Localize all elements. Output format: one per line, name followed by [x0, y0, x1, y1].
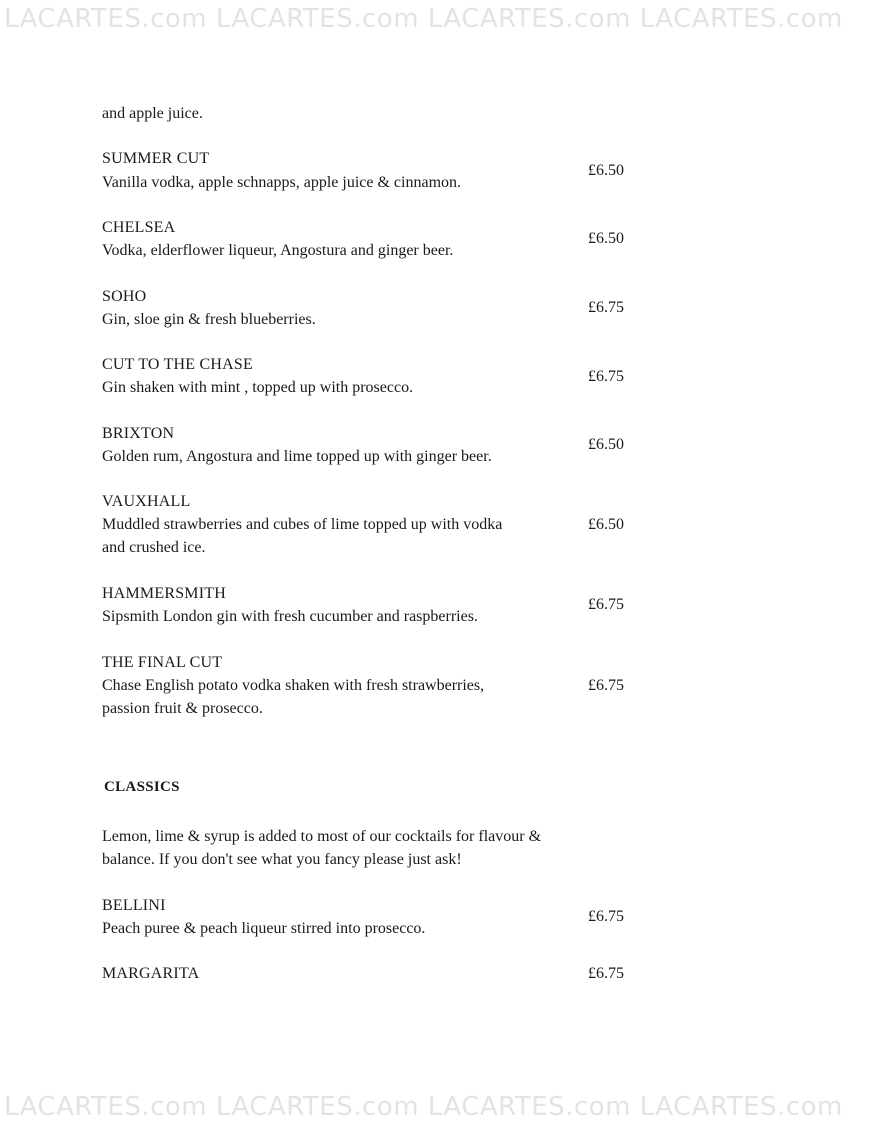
- item-description: passion fruit & prosecco.: [102, 700, 263, 717]
- item-price: £6.75: [588, 908, 624, 925]
- item-name: BRIXTON: [102, 425, 175, 442]
- item-price: £6.75: [588, 677, 624, 694]
- item-price: £6.75: [588, 368, 624, 385]
- classics-note: balance. If you don't see what you fancy please just ask!: [102, 851, 462, 868]
- item-name: THE FINAL CUT: [102, 654, 223, 671]
- item-description: Gin, sloe gin & fresh blueberries.: [102, 311, 316, 328]
- item-name: HAMMERSMITH: [102, 585, 226, 602]
- item-name: SUMMER CUT: [102, 150, 210, 167]
- item-price: £6.50: [588, 162, 624, 179]
- item-name: MARGARITA: [102, 965, 200, 982]
- item-price: £6.50: [588, 436, 624, 453]
- section-heading-classics: CLASSICS: [104, 779, 180, 795]
- item-description: Sipsmith London gin with fresh cucumber and raspberries.: [102, 608, 478, 625]
- item-description: Muddled strawberries and cubes of lime topped up with vodka: [102, 516, 503, 533]
- item-description: Peach puree & peach liqueur stirred into prosecco.: [102, 920, 426, 937]
- item-price: £6.50: [588, 230, 624, 247]
- item-price: £6.75: [588, 965, 624, 982]
- item-description: Gin shaken with mint , topped up with prosecco.: [102, 379, 414, 396]
- item-description: Chase English potato vodka shaken with fresh strawberries,: [102, 677, 485, 694]
- item-name: CHELSEA: [102, 219, 176, 236]
- item-description: Vanilla vodka, apple schnapps, apple juice & cinnamon.: [102, 174, 462, 191]
- classics-note: Lemon, lime & syrup is added to most of our cocktails for flavour &: [102, 828, 542, 845]
- item-price: £6.75: [588, 596, 624, 613]
- watermark-bottom: LACARTES.com LACARTES.com LACARTES.com LACARTES.com: [4, 1092, 843, 1122]
- item-name: SOHO: [102, 288, 147, 305]
- item-price: £6.75: [588, 299, 624, 316]
- item-name: CUT TO THE CHASE: [102, 356, 253, 373]
- watermark-top: LACARTES.com LACARTES.com LACARTES.com LACARTES.com: [4, 4, 843, 34]
- item-description: and crushed ice.: [102, 539, 206, 556]
- item-name: BELLINI: [102, 897, 166, 914]
- item-description: Vodka, elderflower liqueur, Angostura and ginger beer.: [102, 242, 454, 259]
- item-price: £6.50: [588, 516, 624, 533]
- item-name: VAUXHALL: [102, 493, 191, 510]
- intro-tail-text: and apple juice.: [102, 105, 203, 122]
- item-description: Golden rum, Angostura and lime topped up with ginger beer.: [102, 448, 492, 465]
